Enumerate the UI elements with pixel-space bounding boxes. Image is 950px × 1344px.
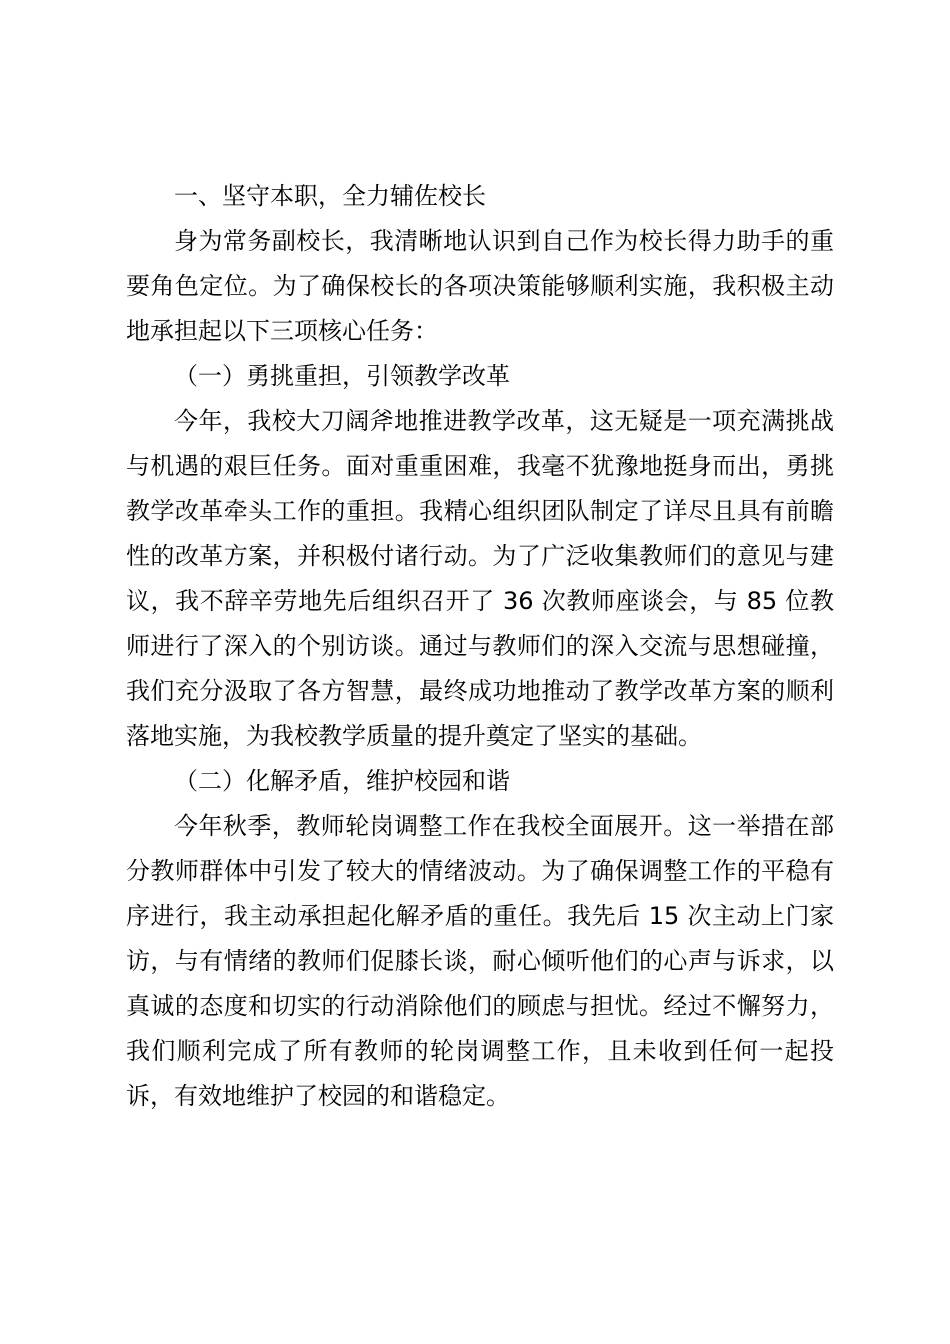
document-body bbox=[126, 174, 834, 1119]
subsection-1-paragraph: 今年，我校大刀阔斧地推进教学改革，这无疑是一项充满挑战与机遇的艰巨任务。面对重重困难，我毫不犹豫地挺身而出，勇挑教学改革牵头工作的重担。我精心组织团队制定了详尽且具有前瞻性的改革方案，并积极付诸行动。为了广泛收集教师们的意见与建议，我不辞辛劳地先后组织召开了 36 次教师座谈会，与 85 位教师进行了深入的个别访谈。通过与教师们的深入交流与思想碰撞，我们充分汲取了各方智慧，最终成功地推动了教学改革方案的顺利落地实施，为我校教学质量的提升奠定了坚实的基础。 bbox=[126, 407, 834, 750]
subsection-heading-1: （一）勇挑重担，引领教学改革 bbox=[174, 362, 510, 390]
section-heading-1: 一、坚守本职，全力辅佐校长 bbox=[174, 182, 486, 210]
subsection-heading-2: （二）化解矛盾，维护校园和谐 bbox=[174, 767, 510, 795]
intro-paragraph: 身为常务副校长，我清晰地认识到自己作为校长得力助手的重要角色定位。为了确保校长的各项决策能够顺利实施，我积极主动地承担起以下三项核心任务： bbox=[126, 227, 834, 345]
subsection-2-paragraph: 今年秋季，教师轮岗调整工作在我校全面展开。这一举措在部分教师群体中引发了较大的情绪波动。为了确保调整工作的平稳有序进行，我主动承担起化解矛盾的重任。我先后 15 次主动上门家访，与有情绪的教师们促膝长谈，耐心倾听他们的心声与诉求，以真诚的态度和切实的行动消除他们的顾虑与担忧。经过不懈努力，我们顺利完成了所有教师的轮岗调整工作，且未收到任何一起投诉，有效地维护了校园的和谐稳定。 bbox=[126, 812, 834, 1110]
